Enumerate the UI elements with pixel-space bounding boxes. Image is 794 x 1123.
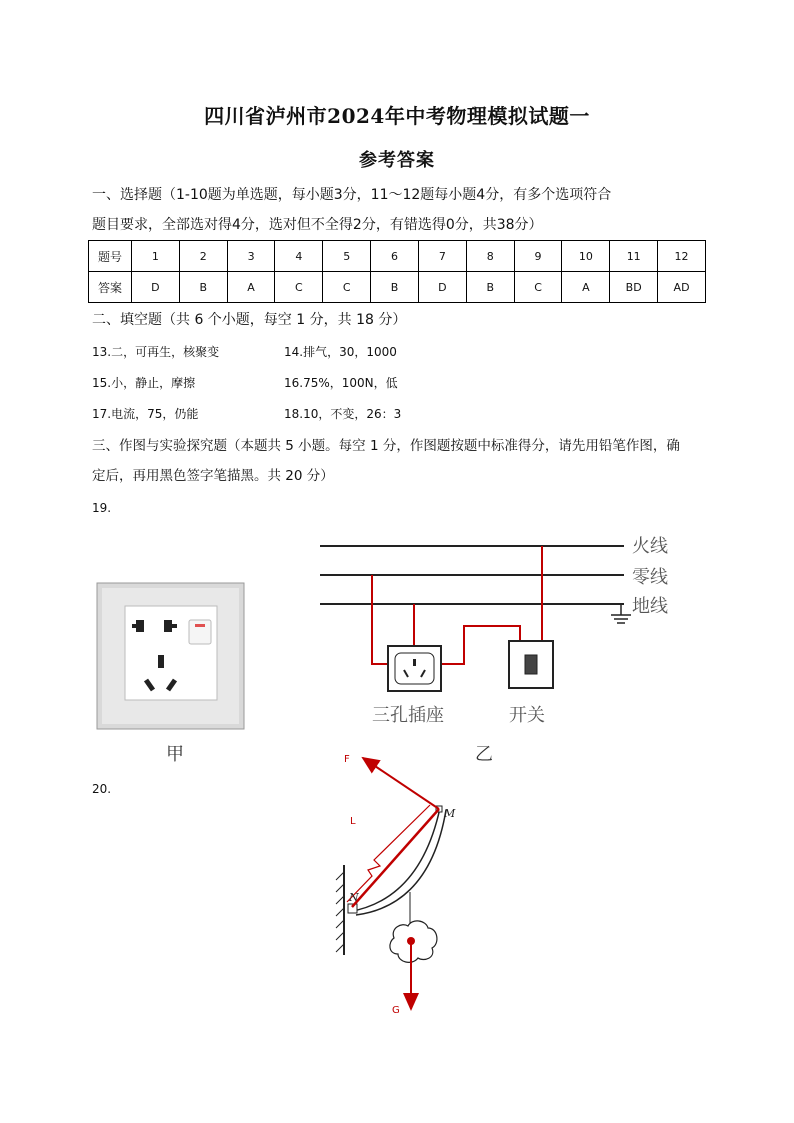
fill-answer-15: 15.小，静止，摩擦 — [92, 376, 196, 390]
fill-answer-16: 16.75%，100N，低 — [284, 376, 398, 390]
table-cell-answer: BD — [610, 272, 658, 303]
question-19-label: 19. — [92, 501, 112, 515]
ground-symbol — [611, 604, 631, 623]
force-f-arrow — [363, 758, 439, 809]
table-cell-answer: C — [514, 272, 562, 303]
lever-line-nm — [352, 809, 439, 907]
ground-wire-label: 地线 — [632, 596, 668, 617]
point-m-label: M — [444, 807, 456, 820]
point-n-label: N — [349, 891, 359, 904]
three-hole-socket-symbol — [388, 646, 441, 691]
force-f-label: F — [344, 754, 350, 765]
live-wire-label: 火线 — [632, 536, 668, 557]
fill-answer-17: 17.电流，75，仍能 — [92, 407, 199, 421]
socket-label: 三孔插座 — [372, 705, 444, 726]
page-title: 四川省泸州市2024年中考物理模拟试题一 — [204, 104, 590, 128]
section2-heading: 二、填空题（共 6 个小题，每空 1 分，共 18 分） — [92, 312, 407, 328]
figure-20-lever — [0, 740, 794, 1030]
page-subtitle: 参考答案 — [359, 150, 435, 171]
table-cell-number: 6 — [371, 241, 419, 272]
fill-answer-13: 13.二，可再生，核聚变 — [92, 345, 220, 359]
table-cell-number: 7 — [418, 241, 466, 272]
switch-symbol — [509, 641, 553, 688]
table-cell-answer: B — [466, 272, 514, 303]
panel-a-label: 甲 — [166, 744, 184, 765]
curved-bracket — [348, 808, 446, 926]
switch-label: 开关 — [509, 705, 545, 726]
table-cell-answer: C — [323, 272, 371, 303]
fill-answer-14: 14.排气，30，1000 — [284, 345, 397, 359]
table-cell-answer: D — [132, 272, 180, 303]
figure-19-circuit — [0, 520, 794, 770]
neutral-wire-label: 零线 — [632, 567, 668, 588]
table-cell-number: 5 — [323, 241, 371, 272]
table-row-numbers — [89, 241, 706, 272]
table-cell-answer: A — [227, 272, 275, 303]
panel-b-label: 乙 — [475, 744, 493, 765]
section3-heading-line1: 三、作图与实验探究题（本题共 5 小题。每空 1 分，作图题按题中标准得分，请先用铅笔作图，确 — [92, 438, 680, 454]
table-cell-number: 8 — [466, 241, 514, 272]
table-cell-number: 12 — [658, 241, 706, 272]
answer-table — [88, 240, 706, 303]
arm-l-label: L — [350, 816, 356, 827]
table-cell-answer: B — [371, 272, 419, 303]
table-cell-answer: AD — [658, 272, 706, 303]
table-cell-number: 3 — [227, 241, 275, 272]
table-cell-number: 2 — [179, 241, 227, 272]
gravity-g-label: G — [392, 1005, 400, 1016]
arm-l-brace — [347, 805, 430, 902]
section1-intro-line1: 一、选择题（1-10题为单选题，每小题3分，11～12题每小题4分，有多个选项符合 — [92, 187, 612, 203]
table-row-answers — [89, 272, 706, 303]
table-cell-answer: D — [418, 272, 466, 303]
table-header-number: 题号 — [89, 241, 132, 272]
socket-photo — [97, 583, 244, 729]
table-cell-number: 4 — [275, 241, 323, 272]
table-cell-answer: C — [275, 272, 323, 303]
section1-intro-line2: 题目要求，全部选对得4分，选对但不全得2分，有错选得0分，共38分） — [92, 217, 543, 233]
section3-heading-line2: 定后，再用黑色签字笔描黑。共 20 分） — [92, 468, 334, 484]
table-cell-number: 9 — [514, 241, 562, 272]
fill-answer-18: 18.10，不变，26：3 — [284, 407, 402, 421]
question-20-label: 20. — [92, 782, 112, 796]
table-cell-number: 10 — [562, 241, 610, 272]
table-cell-answer: A — [562, 272, 610, 303]
wall — [336, 865, 344, 955]
table-header-answer: 答案 — [89, 272, 132, 303]
table-cell-answer: B — [179, 272, 227, 303]
table-cell-number: 1 — [132, 241, 180, 272]
table-cell-number: 11 — [610, 241, 658, 272]
